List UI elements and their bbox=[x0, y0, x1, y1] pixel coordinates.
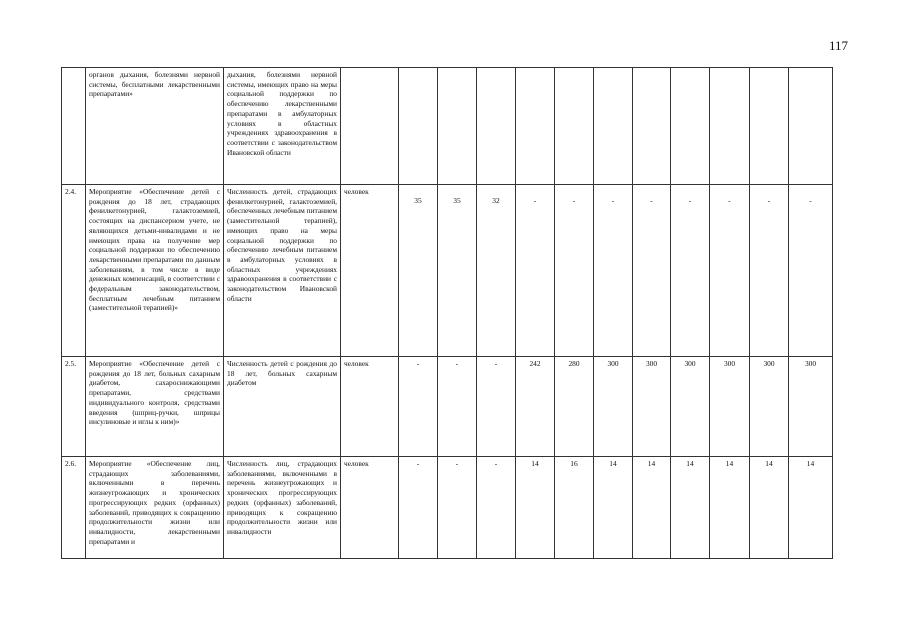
value-cell: 300 bbox=[750, 357, 789, 457]
row-number-cell: 2.5. bbox=[62, 357, 86, 457]
value-cell: - bbox=[438, 357, 477, 457]
value-cell: - bbox=[516, 185, 555, 357]
value-cell: - bbox=[633, 185, 671, 357]
value-cell: 300 bbox=[671, 357, 710, 457]
value-cell bbox=[477, 68, 516, 185]
unit-cell: человек bbox=[341, 357, 399, 457]
page-number: 117 bbox=[828, 38, 848, 53]
value-cell: 14 bbox=[594, 457, 633, 559]
event-description-cell: Мероприятие «Обеспечение детей с рождения до 18 лет, страдающих фенилкетонурией, галактоземией, состоящих на диспансерном учете, не являющихся детьми-инвалидами и не имеющих права на получение мер социальной поддержки по обеспечению лекарственными препаратами по данным заболеваниям, в том числе в виде денежных компенсаций, в соответствии с федеральным законодательством, бесплатным лечебным питанием (заместительной терапией)» bbox=[86, 185, 224, 357]
value-cell: - bbox=[789, 185, 833, 357]
row-number-cell: 2.4. bbox=[62, 185, 86, 357]
value-cell: - bbox=[555, 185, 594, 357]
event-description-cell: Мероприятие «Обеспечение детей с рождения до 18 лет, больных сахарным диабетом, сахароснижающими препаратами, средствами индивидуального контроля, средствами введения (шприц-ручки, шприцы инсулиновые и иглы к ним)» bbox=[86, 357, 224, 457]
unit-cell: человек bbox=[341, 185, 399, 357]
value-cell: 35 bbox=[438, 185, 477, 357]
event-description-cell: Мероприятие «Обеспечение лиц, страдающих заболеваниями, включенными в перечень жизнеугрожающих и хронических прогрессирующих редких (орфанных) заболеваний, приводящих к сокращению продолжительности жизни или инвалидности, лекарственными препаратами и bbox=[86, 457, 224, 559]
value-cell: 14 bbox=[710, 457, 750, 559]
value-cell: 14 bbox=[516, 457, 555, 559]
table-row bbox=[62, 185, 833, 357]
row-number-cell: 2.6. bbox=[62, 457, 86, 559]
value-cell: 300 bbox=[789, 357, 833, 457]
value-cell bbox=[750, 68, 789, 185]
table-row bbox=[62, 357, 833, 457]
value-cell: 14 bbox=[671, 457, 710, 559]
value-cell: 14 bbox=[789, 457, 833, 559]
unit-cell: человек bbox=[341, 457, 399, 559]
value-cell: - bbox=[671, 185, 710, 357]
program-table bbox=[61, 67, 833, 559]
value-cell: - bbox=[399, 457, 438, 559]
value-cell: 280 bbox=[555, 357, 594, 457]
value-cell: 35 bbox=[399, 185, 438, 357]
indicator-description-cell: Численность детей с рождения до 18 лет, больных сахарным диабетом bbox=[224, 357, 341, 457]
unit-cell bbox=[341, 68, 399, 185]
value-cell bbox=[633, 68, 671, 185]
value-cell: - bbox=[750, 185, 789, 357]
value-cell: 16 bbox=[555, 457, 594, 559]
value-cell bbox=[789, 68, 833, 185]
value-cell: 300 bbox=[710, 357, 750, 457]
value-cell: - bbox=[477, 457, 516, 559]
indicator-description-cell: дыхания, болезнями нервной системы, имеющих право на меры социальной поддержки по обеспечению лекарственными препаратами в амбулаторных условиях в областных учреждениях здравоохранения в соответствии с законодательством Ивановской области bbox=[224, 68, 341, 185]
value-cell: - bbox=[594, 185, 633, 357]
value-cell: 242 bbox=[516, 357, 555, 457]
value-cell bbox=[671, 68, 710, 185]
value-cell bbox=[516, 68, 555, 185]
value-cell: 14 bbox=[633, 457, 671, 559]
indicator-description-cell: Численность лиц, страдающих заболеваниями, включенными в перечень жизнеугрожающих и хронических прогрессирующих редких (орфанных) заболеваний, приводящих к сокращению продолжительности жизни или инвалидности bbox=[224, 457, 341, 559]
value-cell bbox=[438, 68, 477, 185]
value-cell: - bbox=[438, 457, 477, 559]
row-number-cell bbox=[62, 68, 86, 185]
value-cell: 14 bbox=[750, 457, 789, 559]
event-description-cell: органов дыхания, болезнями нервной системы, бесплатными лекарственными препаратами» bbox=[86, 68, 224, 185]
table-row bbox=[62, 68, 833, 185]
value-cell: 300 bbox=[633, 357, 671, 457]
table-row bbox=[62, 457, 833, 559]
value-cell bbox=[399, 68, 438, 185]
value-cell: - bbox=[710, 185, 750, 357]
value-cell bbox=[710, 68, 750, 185]
value-cell: 300 bbox=[594, 357, 633, 457]
value-cell: - bbox=[399, 357, 438, 457]
value-cell: 32 bbox=[477, 185, 516, 357]
indicator-description-cell: Численность детей, страдающих фенилкетонурией, галактоземией, обеспеченных лечебным питанием (заместительной терапией), имеющих право на меры социальной поддержки по обеспечению лечебным питанием в амбулаторных условиях в областных учреждениях здравоохранения в соответствии с законодательством Ивановской области bbox=[224, 185, 341, 357]
value-cell bbox=[555, 68, 594, 185]
value-cell bbox=[594, 68, 633, 185]
value-cell: - bbox=[477, 357, 516, 457]
